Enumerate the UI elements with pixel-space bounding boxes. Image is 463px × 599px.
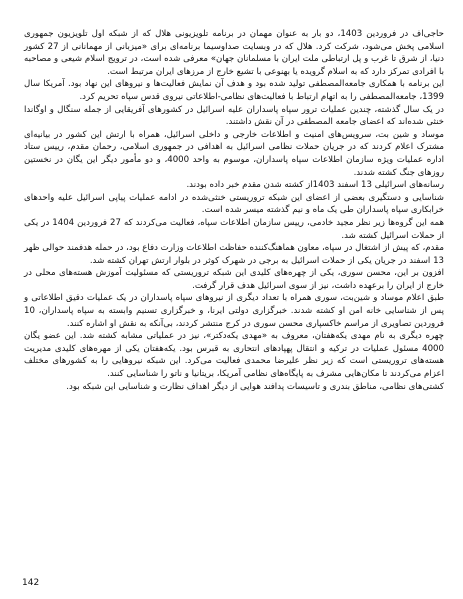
paragraph: در یک سال گذشته، چندین عملیات ترور سپاه پاسداران علیه اسرائیل در کشورهای آفریقایی از جمله سنگال و اوگاندا خنثی شده‌اند که اعضای جامعه المصطفی در آن نقش داشتند. [24,104,444,128]
page-number: 142 [22,578,40,588]
paragraph: طبق اعلام موساد و شین‌بت، سوری همراه با تعداد دیگری از نیروهای سپاه پاسداران در یک عملیات دقیق اطلاعاتی و پس از شناسایی خانه امن او کشته شدند. خبرگزاری دولتی ایرنا، و خبرگزاری تسنیم وابسته به سپاه پاسداران، 10 فروردین تصاویری از مراسم خاکسپاری محسن سوری در کرج منتشر کردند، بی‌آنکه به نقش او اشاره کنند. [24,293,444,329]
paragraph: مقدم، که پیش از اشتغال در سپاه، معاون هماهنگ‌کننده حفاظت اطلاعات وزارت دفاع بود، در حمله هدفمند حوالی ظهر 13 اسفند در جریان یکی از حملات اسرائیل به برجی در شهرک کوثر در بلوار ارتش تهران کشته شد. [24,243,444,266]
paragraph: افزون بر این، محسن سوری، یکی از چهره‌های کلیدی این شبکه تروریستی که مسئولیت آموزش هسته‌های محلی در خارج از ایران را برعهده داشت، نیز از سوی اسرائیل هدف قرار گرفت. [24,268,444,291]
paragraph: کشتی‌های نظامی، مناطق بندری و تاسیسات پدافند هوایی از دیگر اهداف نظارت و شناسایی این شبکه بود. [66,381,444,392]
document-body [24,28,444,393]
paragraph: حاجی‌اف در فروردین 1403، دو بار به عنوان مهمان در برنامه تلویزیونی هلال که از شبکه اول تلویزیون جمهوری اسلامی پخش می‌شود، شرکت کرد. هلال که در وبسایت صداوسیما برنامه‌ای برای «میزبانی از مهمانانی از 27 کشور دنیا، از شرق تا غرب و پل ارتباطی ملت ایران با مسلمانان جهان» معرفی شده است، در ترویج اسلام شیعی و مصاحبه با افرادی تمرکز دارد که به اسلام گرویده یا بهنوعی با تشیع خارج از مرزهای ایران مرتبط است. [24,29,444,77]
paragraph: موساد و شین بت، سرویس‌های امنیت و اطلاعات خارجی و داخلی اسرائیل، همراه با ارتش این کشور در بیانیه‌ای مشترک اعلام کردند که در جریان حملات نظامی اسرائیل به اهدافی در جمهوری اسلامی، رحمان مقدم، رییس ستاد اداره عملیات ویژه سازمان اطلاعات سپاه پاسداران، موسوم به واحد 4000، و دو مأمور دیگر این یگان در نخستین روزهای جنگ کشته شدند. [24,129,444,178]
paragraph: این برنامه با همکاری جامعه‌المصطفی تولید شده بود و هدف آن نمایش فعالیت‌ها و نیروهای این نهاد بود. آمریکا سال 1399، جامعه‌المصطفی را به اتهام ارتباط با فعالیت‌های نظامی-اطلاعاتی نیروی قدس سپاه تحریم کرد. [24,79,444,102]
paragraph: چهره دیگری به نام مهدی یکه‌هفتان، معروف به «مهدی یکه‌دکتر»، نیز در عملیاتی مشابه کشته شد. این عضو یگان 4000 مسئول عملیات در ترکیه و انتقال پهپادهای انتحاری به قبرس بود. یکه‌هفتان یکی از مهره‌های کلیدی مدیریت هسته‌های تروریستی است که زیر نظر علیرضا محمدی فعالیت می‌کرد. این شبکه نیروهایی را به کشورهای مختلف اعزام می‌کردند تا مکان‌هایی مشرف به پایگاه‌های نظامی آمریکا، بریتانیا و ناتو را شناسایی کنند. [24,331,444,380]
paragraph: رسانه‌های اسرائیلی 13 اسفند 1403از کشته شدن مقدم خبر داده بودند. [186,180,444,191]
paragraph: همه این گروه‌ها زیر نظر مجید خادمی، رییس سازمان اطلاعات سپاه، فعالیت می‌کردند که 27 فروردین 1404 در یکی از حملات اسرائیل کشته شد. [24,217,444,241]
paragraph: شناسایی و دستگیری بعضی از اعضای این شبکه تروریستی خنثی‌شده در ادامه عملیات پیاپی اسرائیل علیه واحدهای خرابکاری سپاه پاسداران طی یک ماه و نیم گذشته میسر شده است. [24,192,444,216]
